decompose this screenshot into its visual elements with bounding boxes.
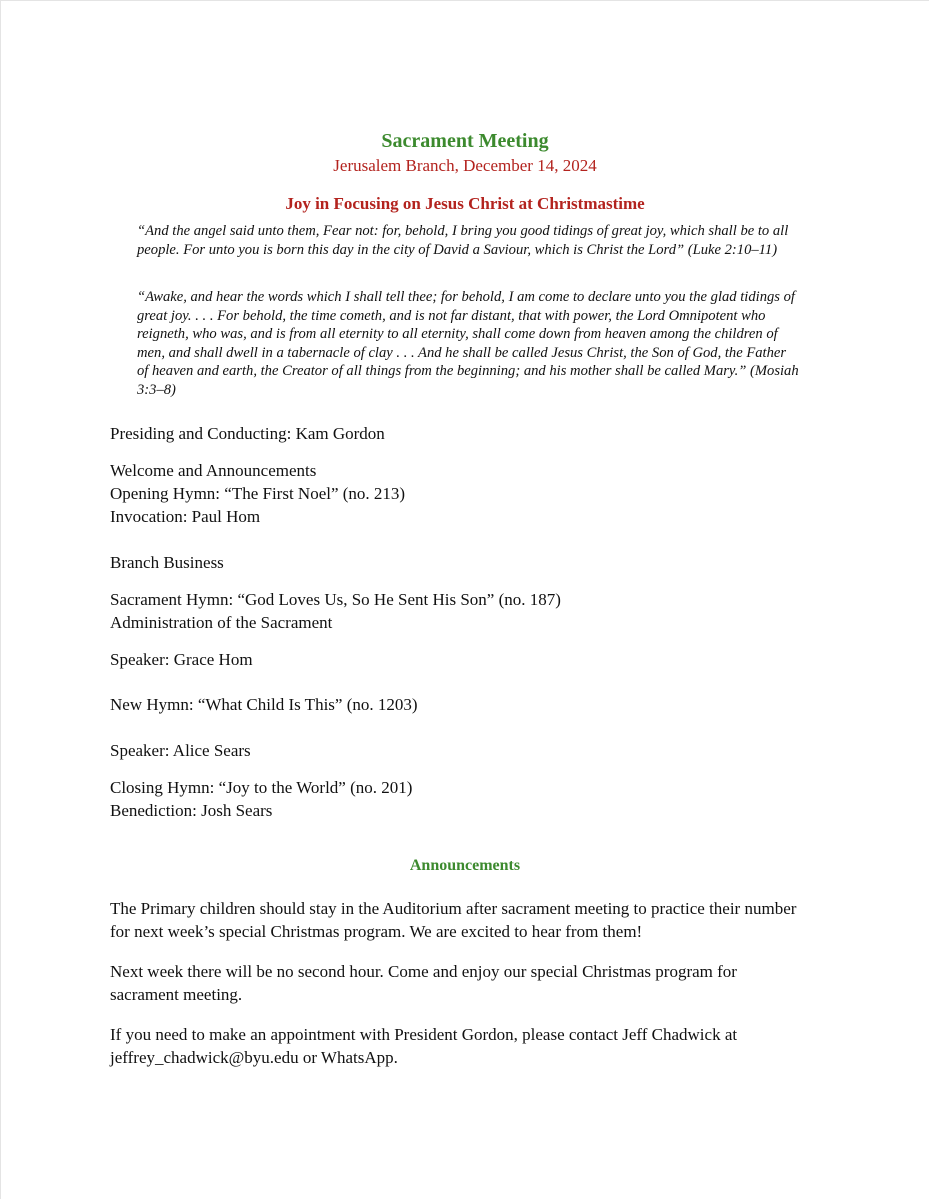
- opening-hymn-line: Opening Hymn: “The First Noel” (no. 213): [110, 484, 406, 503]
- meeting-theme: Joy in Focusing on Jesus Christ at Christmastime: [285, 194, 645, 213]
- page-title: Sacrament Meeting: [381, 130, 549, 152]
- speaker-1-line: Speaker: Grace Hom: [110, 650, 253, 669]
- scripture-quote-mosiah: “Awake, and hear the words which I shall tell thee; for behold, I am come to declare unto you the glad tidings of great joy. . . . For behold, the time cometh, and is not far distant, that with power, the Lord Omnipotent who reigneth, who was, and is from all eternity to all eternity, shall come down from heaven among the children of men, and shall dwell in a tabernacle of clay . . . And he shall be called Jesus Christ, the Son of God, the Father of heaven and earth, the Creator of all things from the beginning; and his mother shall be called Mary.” (Mosiah 3:3–8): [137, 289, 799, 398]
- presiding-line: Presiding and Conducting: Kam Gordon: [110, 424, 385, 443]
- scripture-quote-luke: “And the angel said unto them, Fear not: for, behold, I bring you good tidings of great joy, which shall be to all people. For unto you is born this day in the city of David a Saviour, which is Christ the Lord” (Luke 2:10–11): [137, 223, 789, 258]
- benediction-line: Benediction: Josh Sears: [110, 801, 273, 820]
- announcements-heading: Announcements: [409, 857, 521, 874]
- announcement-item: If you need to make an appointment with President Gordon, please contact Jeff Chadwick at jeffrey_chadwick@byu.edu or WhatsApp.: [110, 1025, 738, 1067]
- invocation-line: Invocation: Paul Hom: [110, 507, 261, 526]
- announcement-item: The Primary children should stay in the Auditorium after sacrament meeting to practice their number for next week’s special Christmas program. We are excited to hear from them!: [110, 899, 797, 941]
- sacrament-hymn-line: Sacrament Hymn: “God Loves Us, So He Sent His Son” (no. 187): [110, 590, 561, 609]
- welcome-line: Welcome and Announcements: [110, 461, 317, 480]
- speaker-2-line: Speaker: Alice Sears: [110, 741, 251, 760]
- page-subtitle: Jerusalem Branch, December 14, 2024: [333, 156, 597, 175]
- branch-business-line: Branch Business: [110, 553, 224, 572]
- new-hymn-line: New Hymn: “What Child Is This” (no. 1203): [110, 695, 418, 714]
- closing-hymn-line: Closing Hymn: “Joy to the World” (no. 201): [110, 778, 413, 797]
- administration-line: Administration of the Sacrament: [110, 613, 333, 632]
- announcement-item: Next week there will be no second hour. Come and enjoy our special Christmas program for sacrament meeting.: [110, 962, 737, 1004]
